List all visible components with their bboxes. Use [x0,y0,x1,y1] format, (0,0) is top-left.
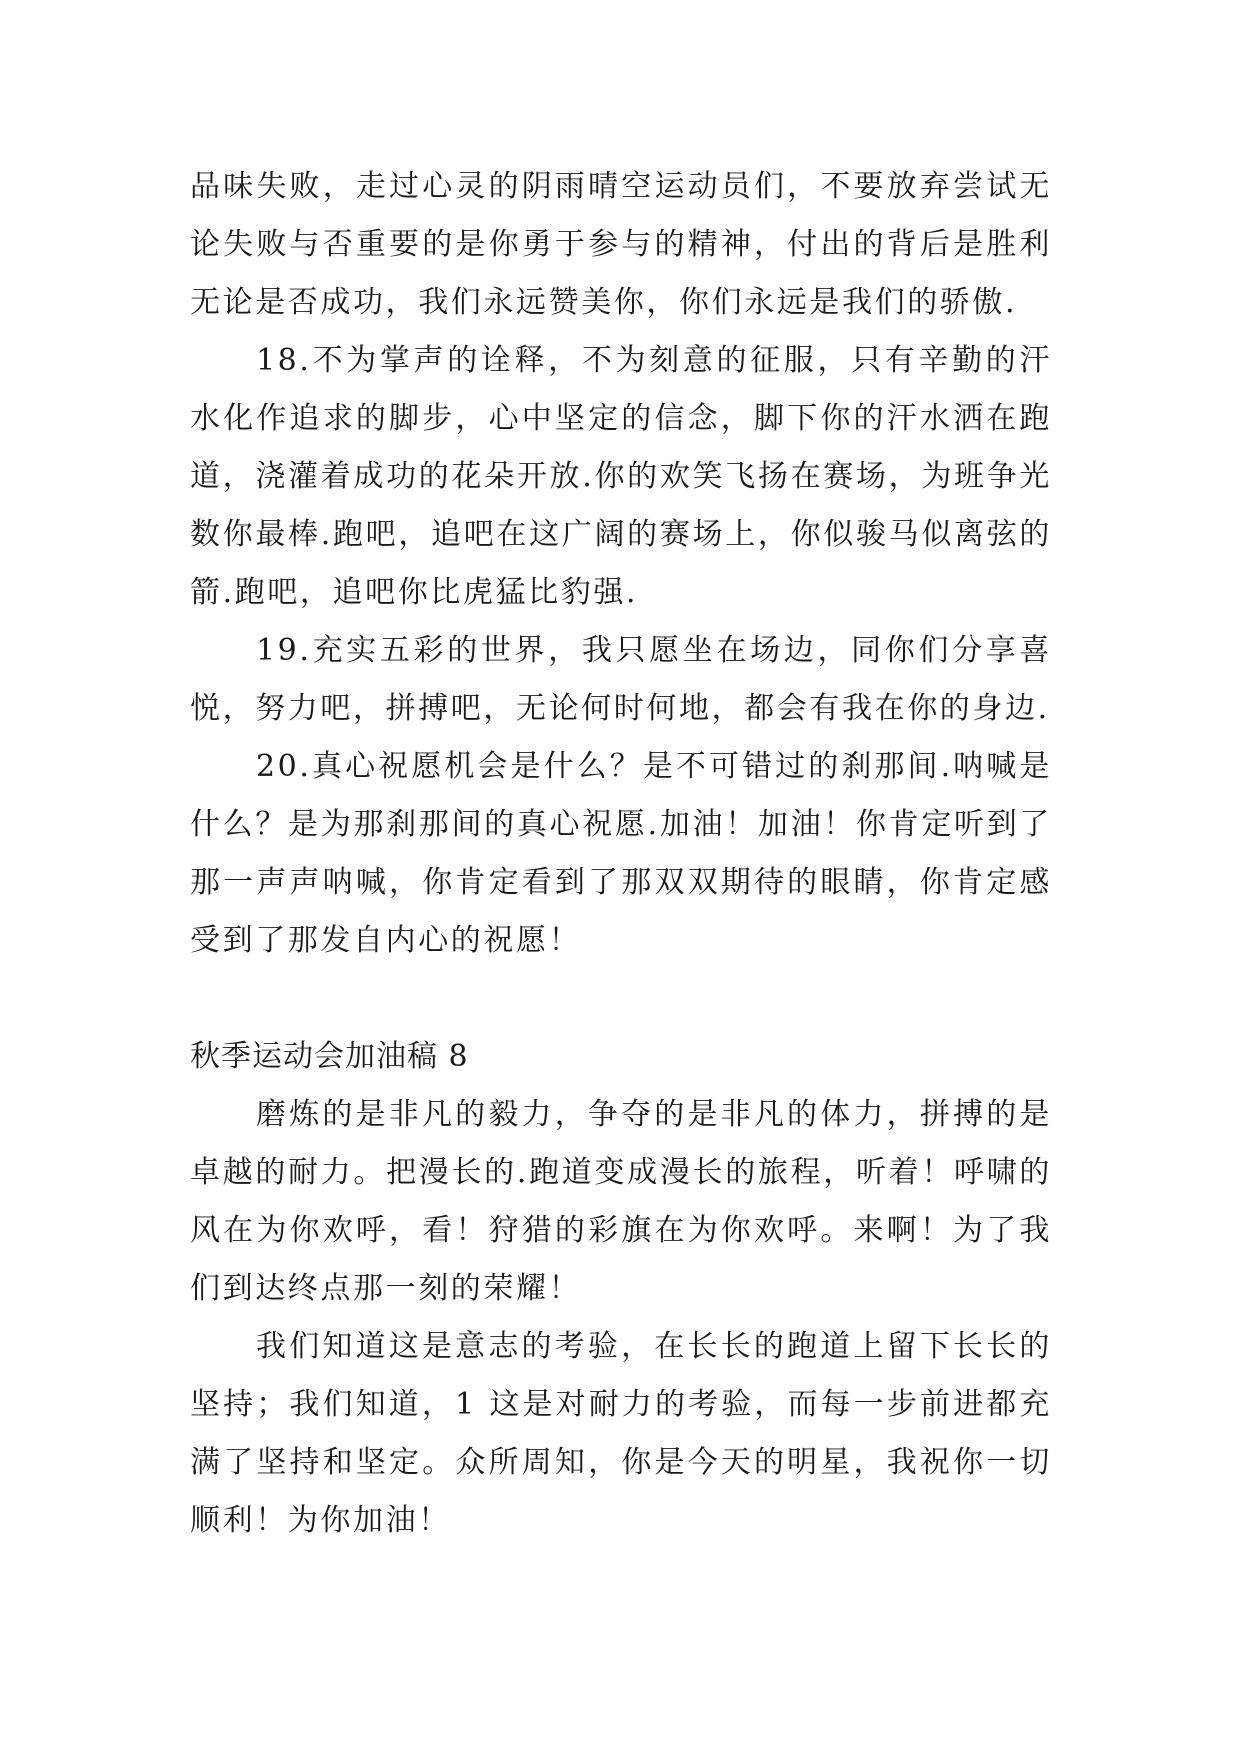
paragraph-closing-17: 品味失败，走过心灵的阴雨晴空运动员们，不要放弃尝试无论失败与否重要的是你勇于参与的精神，付出的背后是胜利无论是否成功，我们永远赞美你，你们永远是我们的骄傲. [190,169,1052,320]
paragraph-section8-2: 我们知道这是意志的考验，在长长的跑道上留下长长的坚持；我们知道，1 这是对耐力的考验，而每一步前进都充满了坚持和坚定。众所周知，你是今天的明星，我祝你一切顺利！为你加油！ [190,1329,1052,1538]
paragraph-section8-1: 磨炼的是非凡的毅力，争夺的是非凡的体力，拼搏的是卓越的耐力。把漫长的.跑道变成漫长的旅程，听着！呼啸的风在为你欢呼，看！狩猎的彩旗在为你欢呼。来啊！为了我们到达终点那一刻的荣耀！ [190,1097,1052,1306]
paragraph-20: 20.真心祝愿机会是什么？是不可错过的刹那间.呐喊是什么？是为那刹那间的真心祝愿.加油！加油！你肯定听到了那一声声呐喊，你肯定看到了那双双期待的眼睛，你肯定感受到了那发自内心的祝愿！ [190,749,1052,958]
paragraph-18: 18.不为掌声的诠释，不为刻意的征服，只有辛勤的汗水化作追求的脚步，心中坚定的信念，脚下你的汗水洒在跑道，浇灌着成功的花朵开放.你的欢笑飞扬在赛场，为班争光数你最棒.跑吧，追吧在这广阔的赛场上，你似骏马似离弦的箭.跑吧，追吧你比虎猛比豹强. [190,343,1052,610]
section-heading: 秋季运动会加油稿 8 [190,1039,469,1074]
document-body [190,158,1052,1550]
paragraph-19: 19.充实五彩的世界，我只愿坐在场边，同你们分享喜悦，努力吧，拼搏吧，无论何时何地，都会有我在你的身边. [190,633,1052,726]
